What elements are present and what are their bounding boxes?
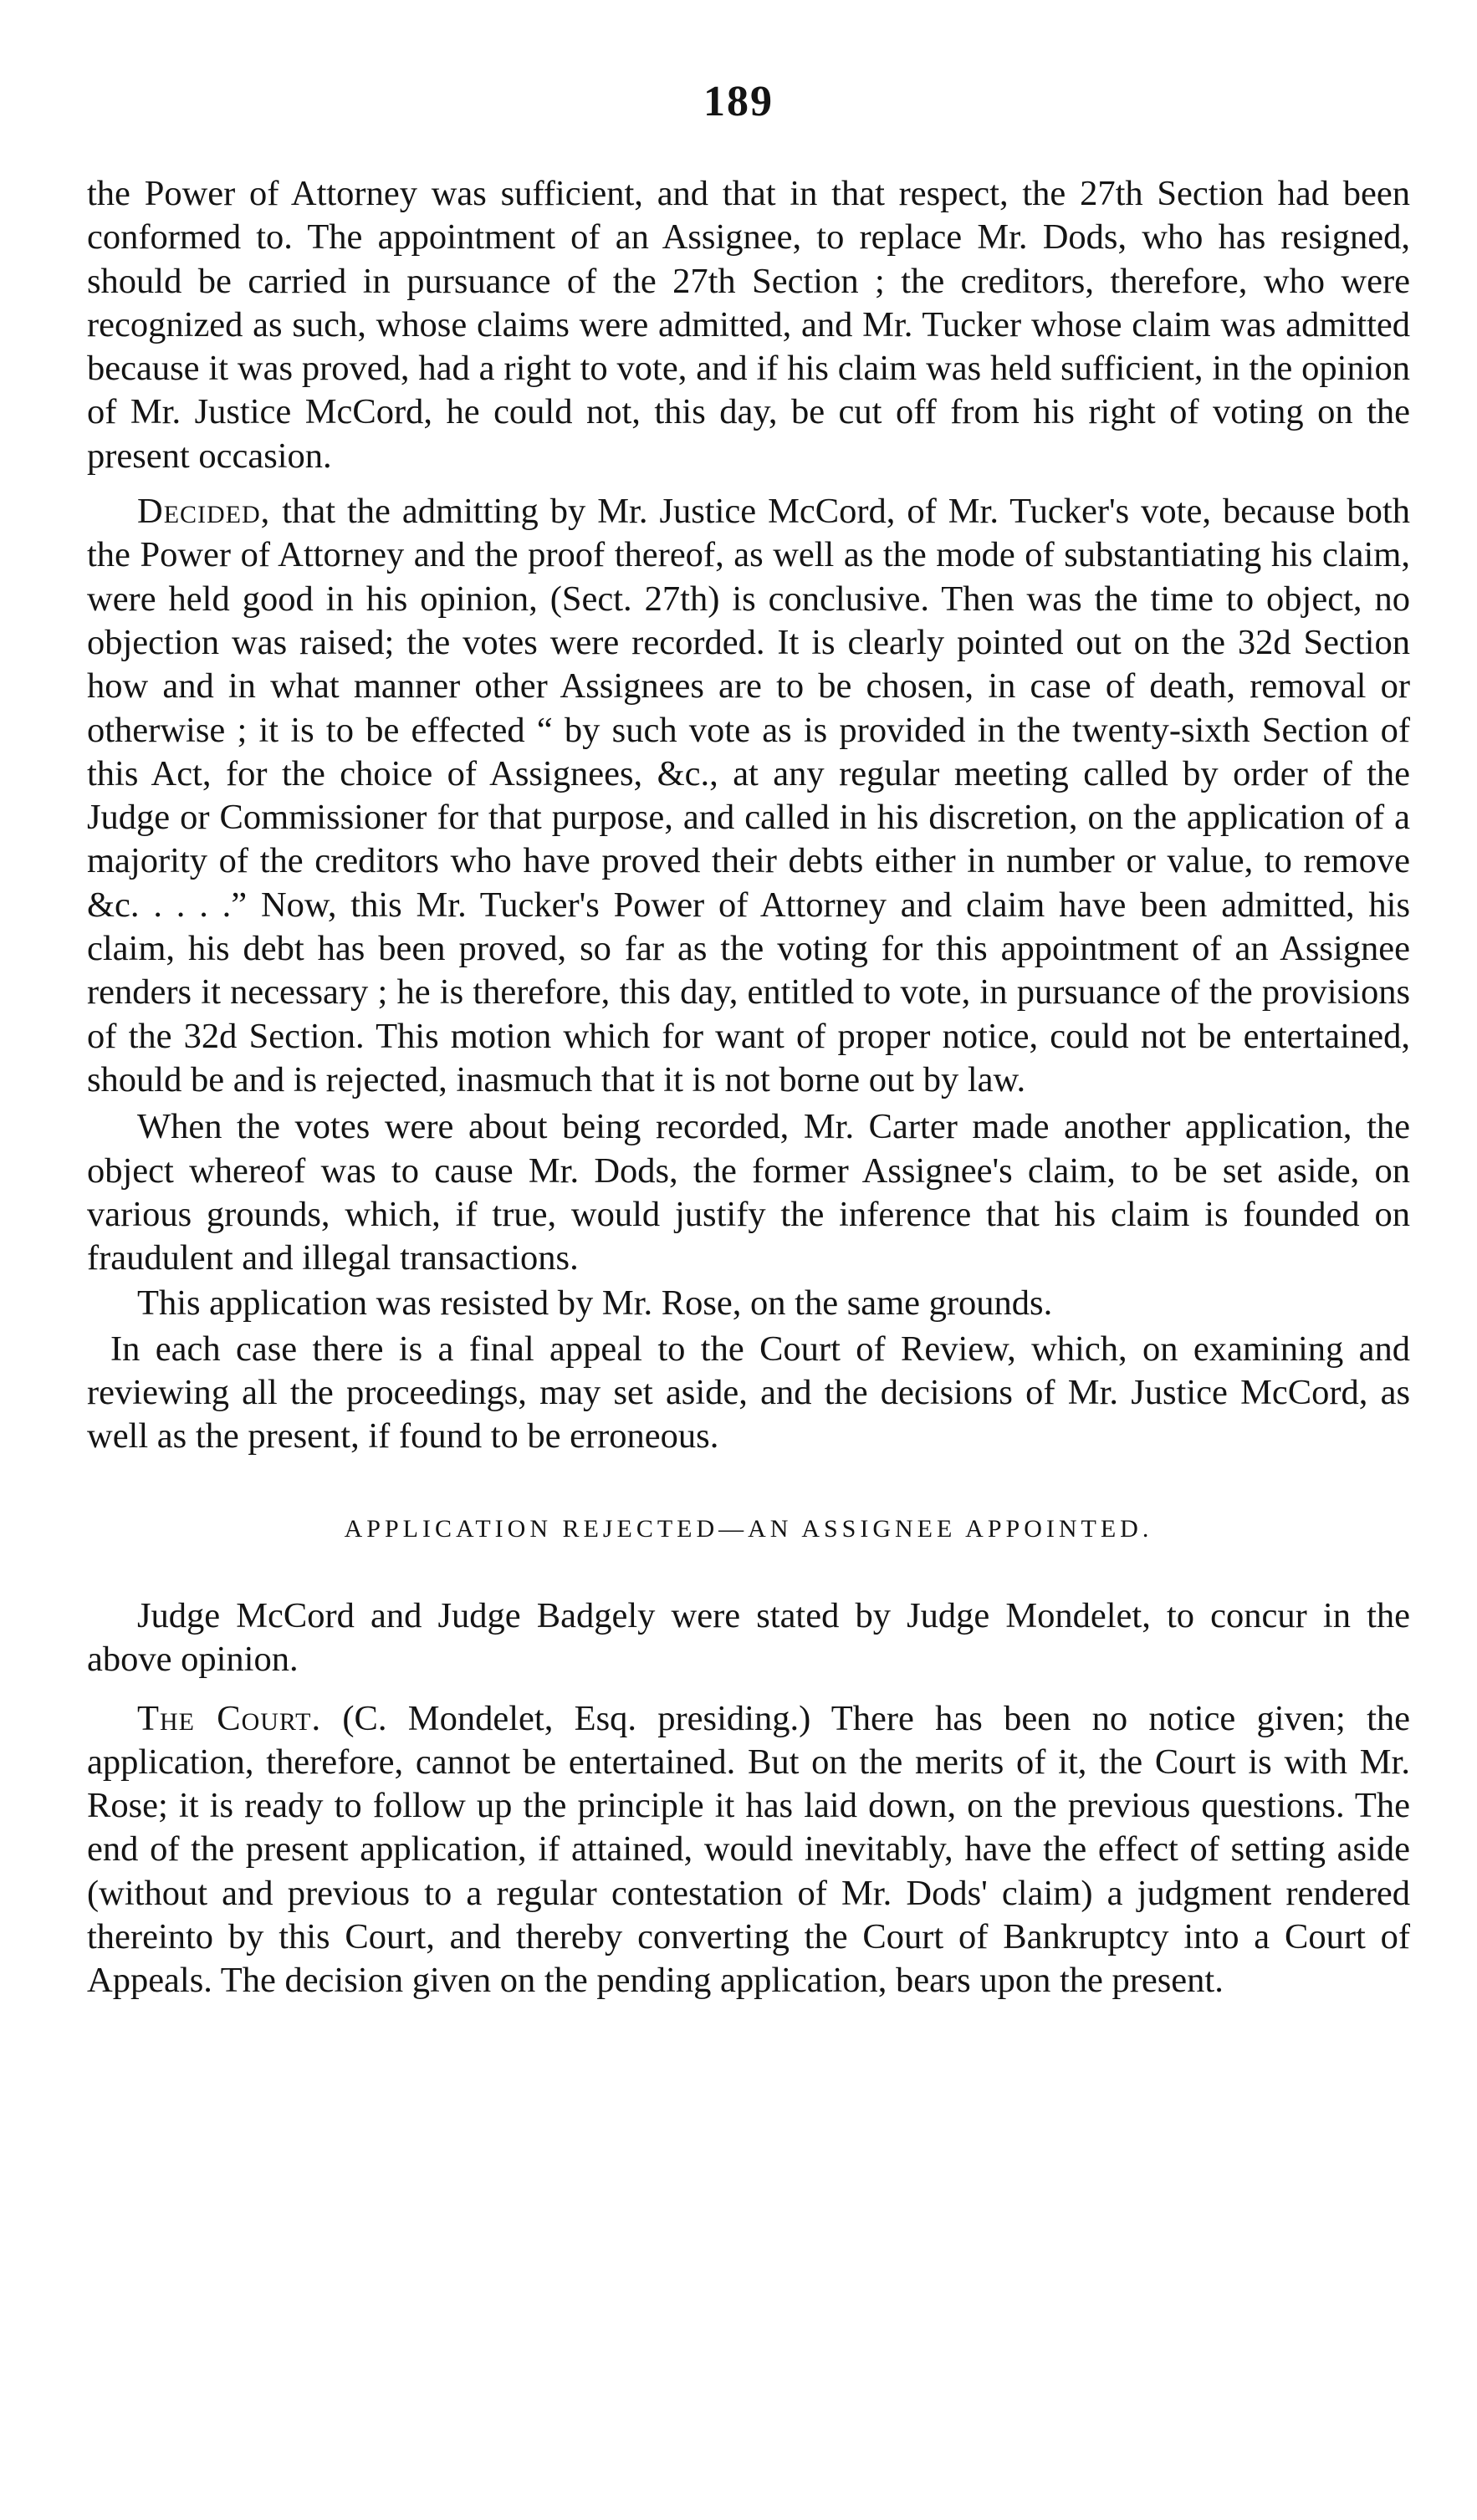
body-text	[87, 172, 1410, 2003]
paragraph-lead: Decided,	[137, 492, 271, 532]
paragraph-continuation	[87, 172, 1410, 478]
paragraph-text: Judge McCord and Judge Badgely were stated by Judge Mondelet, to concur in the above opinion.	[87, 1595, 1410, 1680]
page-number: 189	[703, 78, 774, 125]
paragraph-text: the Power of Attorney was sufficient, and that in that respect, the 27th Section had been conformed to. The appointment of an Assignee, to replace Mr. Dods, who has resigned, should be carried in pursuance of the 27th Section ; the creditors, therefore, who were recognized as such, whose claims were admitted, and Mr. Tucker whose claim was admitted because it was proved, had a right to vote, and if his claim was held sufficient, in the opinion of Mr. Justice McCord, he could not, this day, be cut off from his right of voting on the present occasion.	[87, 174, 1410, 476]
paragraph-lead: The Court.	[137, 1698, 322, 1738]
section-heading: APPLICATION REJECTED—AN ASSIGNEE APPOINTED.	[344, 1514, 1153, 1543]
paragraph-carter-application	[87, 1105, 1410, 1280]
paragraph-text: (C. Mondelet, Esq. presiding.) There has been no notice given; the application, therefore, cannot be entertained. But on the merits of it, the Court is with Mr. Rose; it is ready to follow up the principle it has laid down, on the previous questions. The end of the present application, if attained, would inevitably, have the effect of setting aside (without and previous to a regular contestation of Mr. Dods' claim) a judgment rendered thereinto by this Court, and thereby converting the Court of Bankruptcy into a Court of Appeals. The decision given on the pending application, bears upon the present.	[87, 1698, 1410, 2001]
paragraph-final-appeal	[87, 1328, 1410, 1459]
paragraph-text: that the admitting by Mr. Justice McCord, of Mr. Tucker's vote, because both the Power of Attorney and the proof thereof, as well as the mode of substantiating his claim, were held good in his opinion, (Sect. 27th) is conclusive. Then was the time to object, no objection was raised; the votes were recorded. It is clearly pointed out on the 32d Section how and in what manner other Assignees are to be chosen, in case of death, removal or otherwise ; it is to be effected “ by such vote as is provided in the twenty-sixth Section of this Act, for the choice of Assignees, &c., at any regular meeting called by order of the Judge or Commissioner for that purpose, and called in his discretion, on the application of a majority of the creditors who have proved their debts either in number or value, to remove &c. . . . .” Now, this Mr. Tucker's Power of Attorney and claim have been admitted, his claim, his debt has been proved, so far as the voting for this appointment of an Assignee renders it necessary ; he is therefore, this day, entitled to vote, in pursuance of the provisions of the 32d Section. This motion which for want of proper notice, could not be entertained, should be and is rejected, inasmuch that it is not borne out by law.	[87, 492, 1410, 1099]
paragraph-text: This application was resisted by Mr. Rose, on the same grounds.	[137, 1283, 1053, 1324]
paragraph-decided	[87, 490, 1410, 1102]
paragraph-text: When the votes were about being recorded, Mr. Carter made another application, the object whereof was to cause Mr. Dods, the former Assignee's claim, to be set aside, on various grounds, which, if true, would justify the inference that his claim is founded on fraudulent and illegal transactions.	[87, 1107, 1410, 1278]
paragraph-the-court	[87, 1697, 1410, 2003]
paragraph-text: In each case there is a final appeal to the Court of Review, which, on examining and reviewing all the proceedings, may set aside, and the decisions of Mr. Justice McCord, as well as the present, if found to be erroneous.	[87, 1329, 1410, 1456]
paragraph-rose-resisted	[87, 1282, 1410, 1325]
paragraph-judges-concur	[87, 1594, 1410, 1682]
